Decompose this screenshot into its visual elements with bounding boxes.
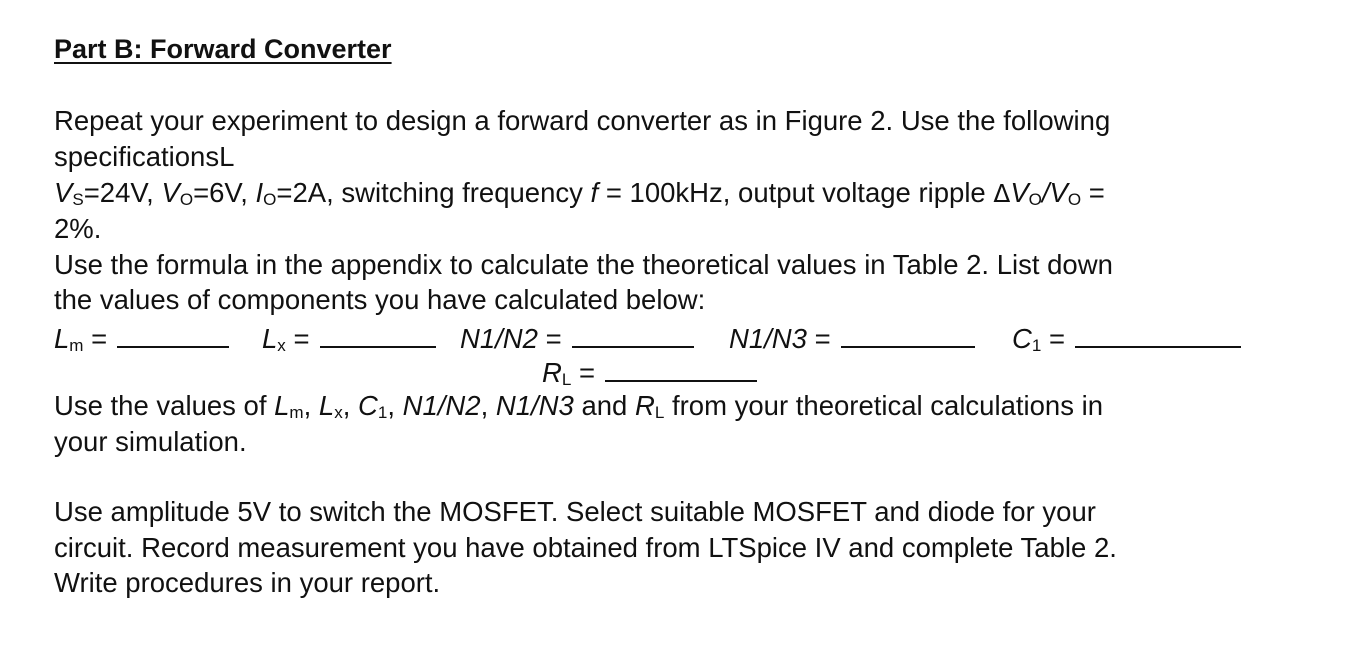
rl-blank[interactable] bbox=[605, 356, 757, 382]
lx-equals: = bbox=[285, 323, 310, 354]
lx-blank[interactable] bbox=[320, 322, 436, 348]
sim-c1-symbol: C bbox=[357, 390, 378, 421]
n1n2-label: N1/N2 bbox=[460, 323, 538, 354]
sim-n1n2: N1/N2 bbox=[402, 390, 481, 421]
c1-subscript: 1 bbox=[1031, 336, 1042, 356]
sim-lx-subscript: x bbox=[334, 403, 343, 423]
ripple-value: 2%. bbox=[54, 213, 102, 244]
sim-lm-symbol: L bbox=[274, 390, 290, 421]
lm-blank[interactable] bbox=[117, 322, 229, 348]
vs-subscript: S bbox=[72, 190, 84, 210]
n1n3-field bbox=[729, 322, 975, 353]
simulation-line-2: your simulation. bbox=[54, 426, 247, 457]
lm-subscript: m bbox=[69, 336, 84, 356]
rl-subscript: L bbox=[561, 370, 572, 390]
sim-sep-4: , bbox=[480, 390, 496, 421]
c1-blank[interactable] bbox=[1075, 322, 1241, 348]
ripple-v2: V bbox=[1049, 177, 1068, 208]
n1n2-field bbox=[460, 322, 694, 353]
sim-sep-1: , bbox=[303, 390, 319, 421]
io-value: =2A, switching frequency bbox=[276, 177, 591, 208]
f-symbol: f bbox=[590, 177, 599, 208]
lx-subscript: x bbox=[277, 336, 286, 356]
sim-lx-symbol: L bbox=[318, 390, 335, 421]
sim-lm-subscript: m bbox=[289, 403, 304, 423]
instruction-line-1: Use the formula in the appendix to calculate the theoretical values in Table 2. List down bbox=[54, 249, 1113, 280]
lm-field bbox=[54, 322, 229, 356]
simulation-line-1 bbox=[54, 390, 1104, 423]
n1n3-label: N1/N3 bbox=[729, 323, 807, 354]
rl-equals: = bbox=[571, 357, 596, 388]
ripple-sub1: O bbox=[1028, 190, 1042, 210]
io-symbol: I bbox=[255, 177, 264, 208]
vs-symbol: V bbox=[54, 177, 73, 208]
sim-text-1: Use the values of bbox=[54, 390, 275, 421]
lm-symbol: L bbox=[54, 323, 70, 354]
lx-field bbox=[262, 322, 436, 356]
section-heading: Part B: Forward Converter bbox=[54, 34, 392, 64]
vo-subscript: O bbox=[179, 190, 194, 210]
instruction-line-2: the values of components you have calculated below: bbox=[54, 284, 706, 315]
sim-text-2: from your theoretical calculations in bbox=[664, 390, 1104, 421]
lx-symbol: L bbox=[262, 323, 278, 354]
intro-line-2: specificationsL bbox=[54, 141, 235, 172]
n1n3-equals: = bbox=[806, 323, 831, 354]
delta-symbol: Δ bbox=[993, 179, 1011, 208]
lm-equals: = bbox=[83, 323, 108, 354]
n1n2-equals: = bbox=[537, 323, 562, 354]
n1n3-blank[interactable] bbox=[841, 322, 975, 348]
mosfet-line-1: Use amplitude 5V to switch the MOSFET. Select suitable MOSFET and diode for your bbox=[54, 496, 1096, 527]
sim-rl-symbol: R bbox=[634, 390, 655, 421]
f-value: = 100kHz, output voltage ripple bbox=[598, 177, 994, 208]
sim-rl-subscript: L bbox=[654, 403, 665, 423]
c1-field bbox=[1012, 322, 1241, 356]
sim-n1n3: N1/N3 bbox=[495, 390, 574, 421]
ripple-equals: = bbox=[1081, 177, 1105, 208]
io-subscript: O bbox=[263, 190, 277, 210]
rl-symbol: R bbox=[542, 357, 562, 388]
mosfet-line-3: Write procedures in your report. bbox=[54, 567, 441, 598]
rl-field bbox=[542, 356, 757, 390]
specs-line bbox=[54, 177, 1105, 210]
sim-and: and bbox=[573, 390, 635, 421]
vs-value: =24V, bbox=[83, 177, 162, 208]
c1-symbol: C bbox=[1012, 323, 1032, 354]
ripple-v1: V bbox=[1010, 177, 1029, 208]
ripple-sub2: O bbox=[1067, 190, 1082, 210]
intro-line-1: Repeat your experiment to design a forward converter as in Figure 2. Use the following bbox=[54, 105, 1111, 136]
sim-sep-3: , bbox=[387, 390, 403, 421]
vo-symbol: V bbox=[161, 177, 180, 208]
sim-c1-subscript: 1 bbox=[377, 403, 388, 423]
mosfet-line-2: circuit. Record measurement you have obtained from LTSpice IV and complete Table 2. bbox=[54, 532, 1117, 563]
vo-value: =6V, bbox=[193, 177, 256, 208]
ripple-slash: / bbox=[1041, 177, 1050, 208]
c1-equals: = bbox=[1041, 323, 1066, 354]
n1n2-blank[interactable] bbox=[572, 322, 694, 348]
sim-sep-2: , bbox=[342, 390, 358, 421]
